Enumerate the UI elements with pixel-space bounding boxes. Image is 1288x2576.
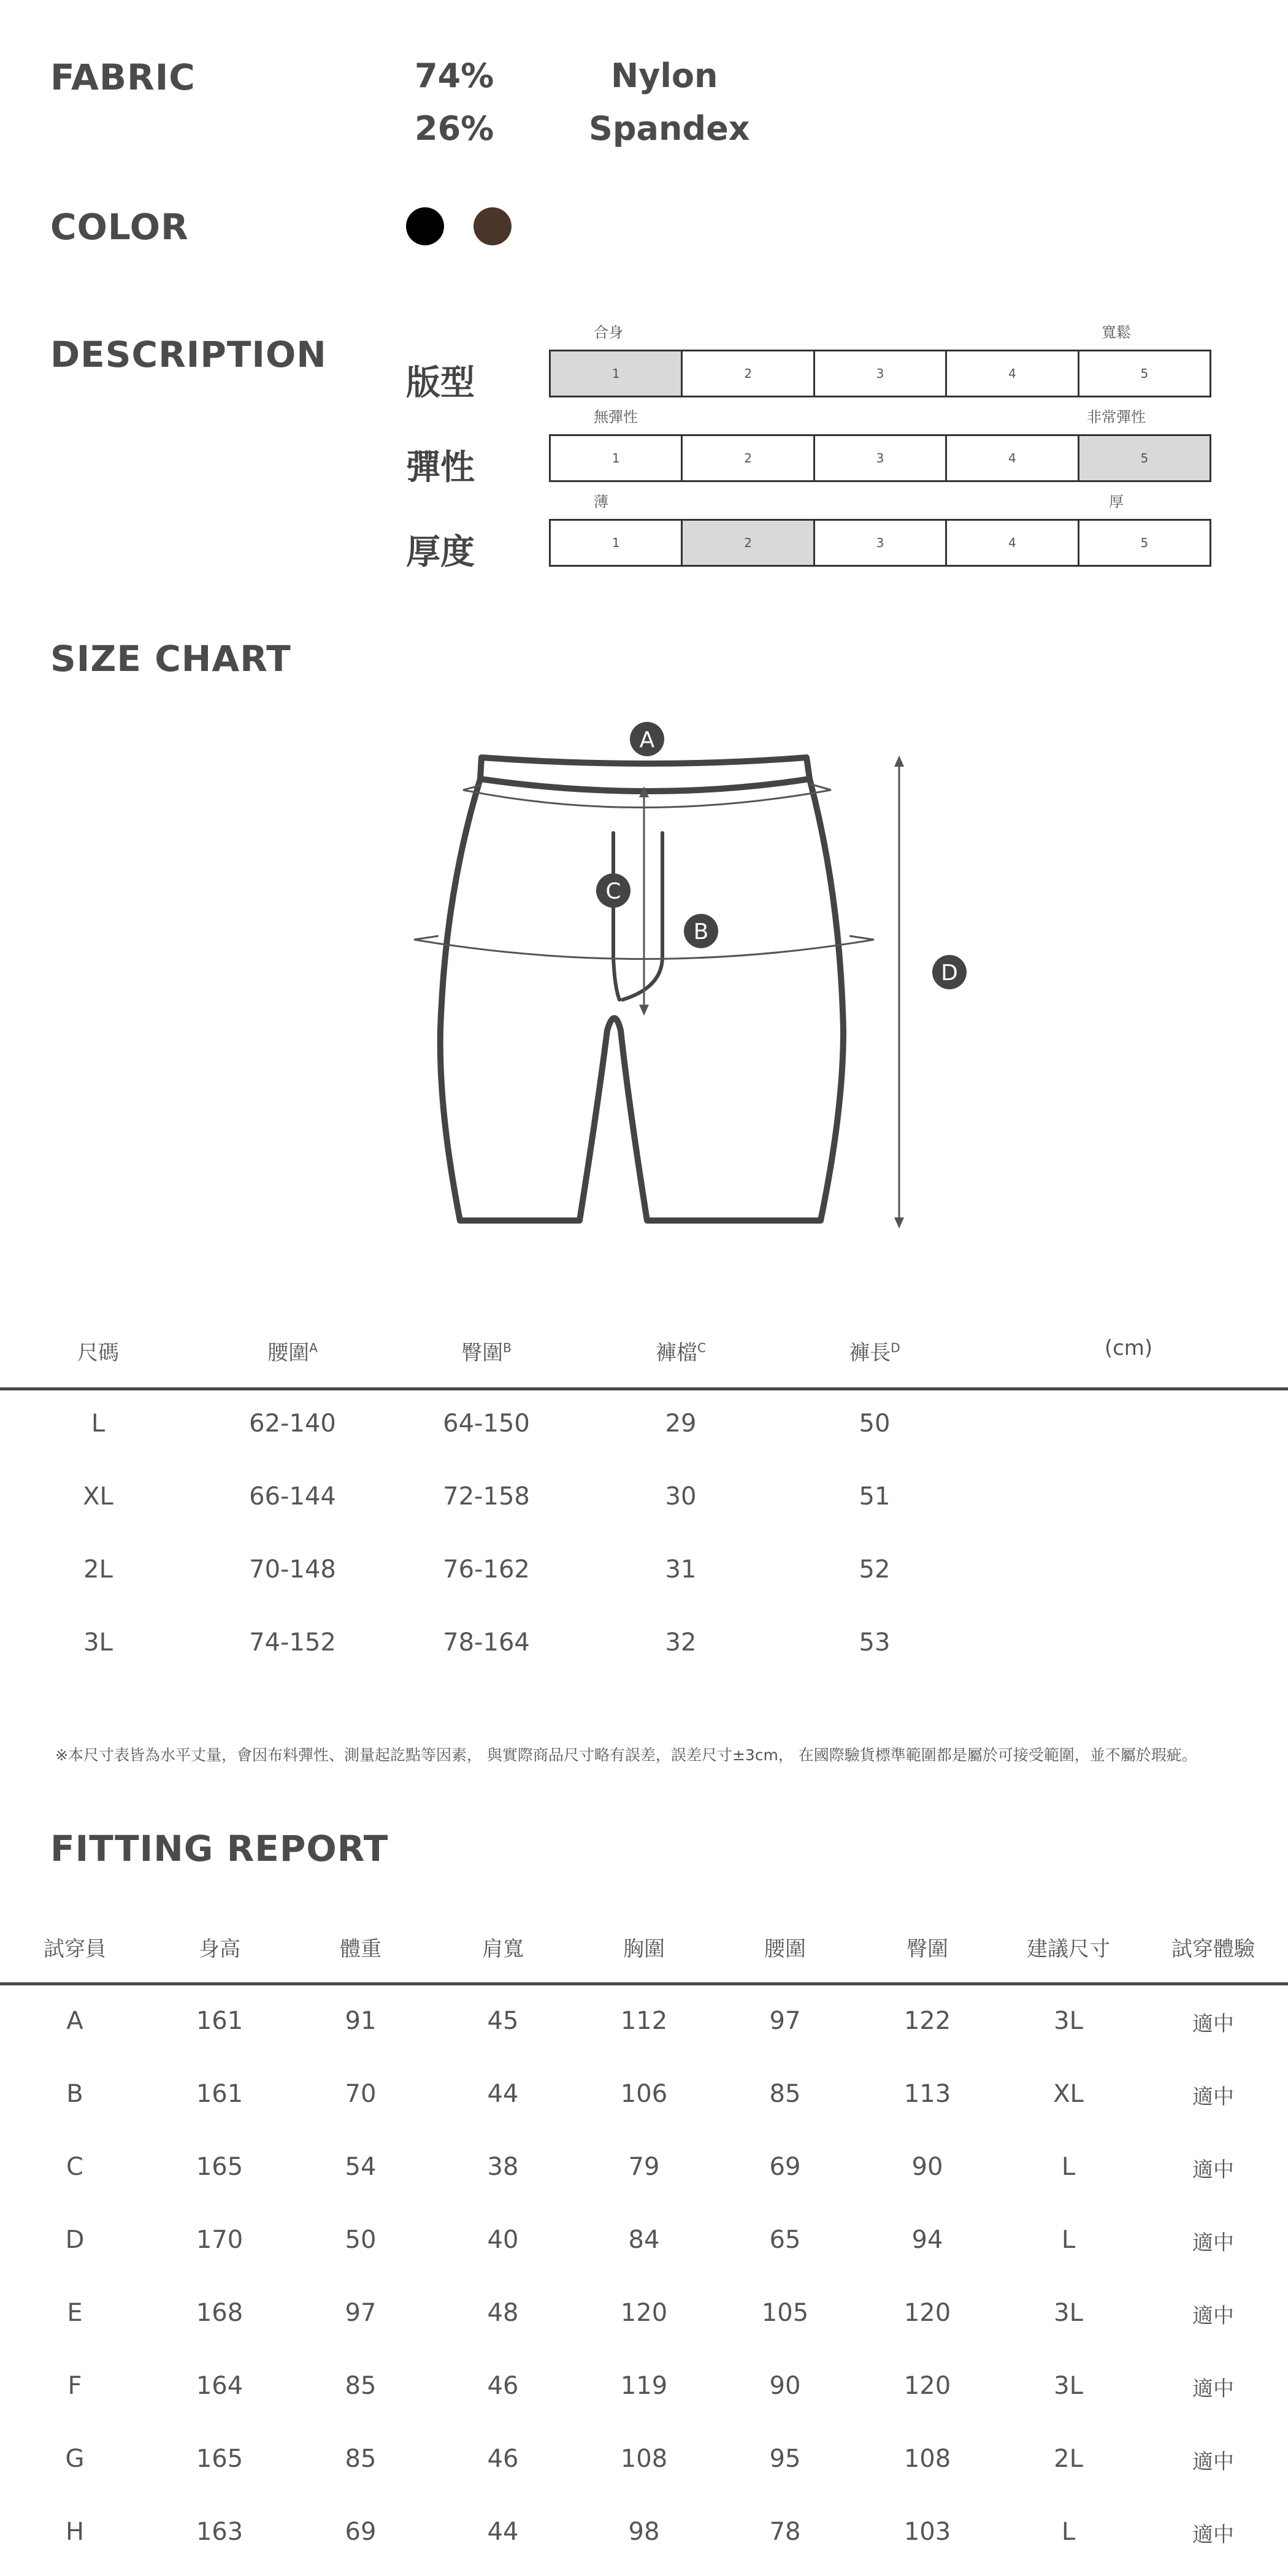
fit-cell: 90 <box>769 2372 801 2400</box>
size-header-text: 褲長 <box>849 1341 891 1365</box>
description-heading: DESCRIPTION <box>50 334 327 375</box>
fit-cell: 44 <box>487 2518 519 2546</box>
size-cell: 32 <box>665 1628 697 1657</box>
size-cell: 51 <box>859 1482 891 1511</box>
size-cell: XL <box>83 1482 113 1511</box>
size-cell: 2L <box>83 1555 113 1584</box>
fit-cell: 適中 <box>1192 2012 1234 2036</box>
fit-cell: 91 <box>345 2007 377 2035</box>
fit-cell: 適中 <box>1192 2085 1234 2109</box>
size-header-2 <box>413 1336 560 1366</box>
scale-bar-0 <box>549 350 1211 397</box>
fit-cell: 79 <box>628 2153 660 2181</box>
size-cell: 72-158 <box>443 1482 530 1511</box>
fit-cell: A <box>66 2007 83 2035</box>
fit-cell: 164 <box>196 2372 243 2400</box>
size-cell: 3L <box>83 1628 113 1657</box>
fit-cell: 170 <box>196 2226 243 2254</box>
fit-cell: 46 <box>487 2445 519 2473</box>
fit-header-1: 身高 <box>199 1937 240 1961</box>
size-cell: 30 <box>665 1482 697 1511</box>
fit-header-8: 試穿體驗 <box>1171 1937 1255 1961</box>
size-header-3 <box>607 1336 754 1366</box>
size-cell: 62-140 <box>249 1409 336 1438</box>
fit-header-7: 建議尺寸 <box>1027 1937 1110 1961</box>
fit-cell: 120 <box>903 2372 951 2400</box>
fit-cell: 50 <box>345 2226 377 2254</box>
fit-header-3: 肩寬 <box>482 1937 524 1961</box>
fit-cell: 適中 <box>1192 2158 1234 2182</box>
size-cell: 76-162 <box>443 1555 530 1584</box>
fit-cell: 97 <box>345 2299 377 2327</box>
fit-header-4: 胸圍 <box>623 1937 665 1961</box>
fit-cell: 103 <box>903 2518 951 2546</box>
scale-bar-2 <box>549 519 1211 567</box>
scale-cell: 2 <box>681 521 813 565</box>
fit-cell: 85 <box>345 2372 377 2400</box>
scale-cell: 5 <box>1078 351 1209 396</box>
fit-cell: 65 <box>769 2226 801 2254</box>
fit-cell: 46 <box>487 2372 519 2400</box>
scale-cell: 3 <box>813 351 945 396</box>
fit-cell: 3L <box>1054 2007 1083 2035</box>
fabric-pct-1: 74% <box>415 56 494 95</box>
fit-cell: 120 <box>620 2299 668 2327</box>
size-cell: 52 <box>859 1555 891 1584</box>
fit-cell: 122 <box>903 2007 951 2035</box>
size-chart-heading: SIZE CHART <box>50 638 291 680</box>
fitting-report-heading: FITTING REPORT <box>50 1828 389 1869</box>
fit-cell: 適中 <box>1192 2523 1234 2547</box>
fit-cell: F <box>67 2372 82 2400</box>
marker-b-label: B <box>693 919 709 945</box>
size-header-0 <box>25 1336 172 1366</box>
fit-cell: 161 <box>196 2080 243 2108</box>
color-swatch-black[interactable] <box>406 207 444 245</box>
scale-cell: 1 <box>551 351 681 396</box>
fit-cell: 105 <box>761 2299 809 2327</box>
fit-cell: 98 <box>628 2518 660 2546</box>
scale-cell: 4 <box>945 521 1077 565</box>
scale-label-0: 版型 <box>406 363 475 403</box>
fit-cell: 適中 <box>1192 2231 1234 2255</box>
size-cell: 66-144 <box>249 1482 336 1511</box>
fit-cell: H <box>65 2518 85 2546</box>
size-header-text: (cm) <box>1104 1336 1153 1360</box>
fit-header-2: 體重 <box>340 1937 381 1961</box>
size-header-4 <box>801 1336 948 1366</box>
fit-cell: 38 <box>487 2153 519 2181</box>
scale-cell: 3 <box>813 521 945 565</box>
size-cell: 53 <box>859 1628 891 1657</box>
fit-cell: 2L <box>1054 2445 1083 2473</box>
fit-cell: 3L <box>1054 2372 1083 2400</box>
scale-left-caption-2: 薄 <box>594 493 608 510</box>
scale-bar-1 <box>549 434 1211 482</box>
fit-table-rule <box>0 1982 1288 1985</box>
fit-cell: 165 <box>196 2153 243 2181</box>
fit-cell: 44 <box>487 2080 519 2108</box>
scale-cell: 5 <box>1078 436 1209 480</box>
size-cell: 50 <box>859 1409 891 1438</box>
size-note: ※本尺寸表皆為水平丈量，會因布料彈性、測量起訖點等因素， 與實際商品尺寸略有誤差，誤差尺寸±3cm， 在國際驗貨標準範圍都是屬於可接受範圍，並不屬於瑕疵。 <box>55 1746 1197 1764</box>
scale-right-caption-1: 非常彈性 <box>1087 408 1146 426</box>
scale-cell: 1 <box>611 451 620 466</box>
fit-cell: 84 <box>628 2226 660 2254</box>
size-header-1 <box>219 1336 366 1366</box>
size-header-5 <box>1055 1336 1202 1360</box>
scale-cell: 5 <box>1078 521 1209 565</box>
fit-cell: 113 <box>903 2080 951 2108</box>
fit-cell: 54 <box>345 2153 377 2181</box>
size-cell: L <box>91 1409 105 1438</box>
scale-cell: 1 <box>611 535 620 550</box>
fit-cell: E <box>67 2299 83 2327</box>
fit-cell: 適中 <box>1192 2377 1234 2401</box>
size-header-sup: B <box>503 1340 512 1355</box>
fit-cell: XL <box>1053 2080 1084 2108</box>
marker-d-label: D <box>941 960 958 986</box>
scale-right-caption-2: 厚 <box>1109 493 1124 510</box>
fit-cell: G <box>65 2445 85 2473</box>
scale-label-2: 厚度 <box>406 532 475 572</box>
fit-cell: C <box>66 2153 83 2181</box>
fit-header-0: 試穿員 <box>44 1937 106 1961</box>
fit-cell: 70 <box>345 2080 377 2108</box>
size-header-text: 臀圍 <box>461 1341 504 1365</box>
fabric-material-2: Spandex <box>589 109 750 148</box>
fit-cell: 94 <box>911 2226 943 2254</box>
scale-cell: 2 <box>681 351 813 396</box>
size-header-sup: C <box>697 1340 706 1355</box>
fit-cell: 45 <box>487 2007 519 2035</box>
fit-cell: L <box>1061 2153 1076 2181</box>
fit-header-6: 臀圍 <box>907 1937 948 1961</box>
scale-cell: 2 <box>681 436 813 480</box>
size-cell: 29 <box>665 1409 697 1438</box>
fit-cell: 69 <box>345 2518 377 2546</box>
fit-cell: L <box>1061 2226 1076 2254</box>
fit-cell: 161 <box>196 2007 243 2035</box>
fit-cell: 3L <box>1054 2299 1083 2327</box>
size-cell: 74-152 <box>249 1628 336 1657</box>
size-header-sup: A <box>309 1340 318 1355</box>
fit-cell: 90 <box>911 2153 943 2181</box>
fit-cell: 78 <box>769 2518 801 2546</box>
fit-cell: 165 <box>196 2445 243 2473</box>
scale-cell: 3 <box>813 436 945 480</box>
fit-header-5: 腰圍 <box>764 1937 806 1961</box>
scale-cell: 4 <box>945 436 1077 480</box>
scale-right-caption-0: 寬鬆 <box>1102 324 1131 341</box>
size-header-text: 尺碼 <box>77 1341 119 1365</box>
size-header-text: 褲檔 <box>656 1341 698 1365</box>
fit-cell: 119 <box>620 2372 668 2400</box>
fit-cell: 適中 <box>1192 2304 1234 2328</box>
fit-cell: 85 <box>345 2445 377 2473</box>
fabric-heading: FABRIC <box>50 56 196 98</box>
scale-cell: 4 <box>945 351 1077 396</box>
fit-cell: 40 <box>487 2226 519 2254</box>
color-heading: COLOR <box>50 206 189 248</box>
fit-cell: L <box>1061 2518 1076 2546</box>
fit-cell: 168 <box>196 2299 243 2327</box>
scale-label-1: 彈性 <box>406 448 475 488</box>
fit-cell: 108 <box>903 2445 951 2473</box>
scale-left-caption-0: 合身 <box>594 324 623 341</box>
size-cell: 31 <box>665 1555 697 1584</box>
size-cell: 70-148 <box>249 1555 336 1584</box>
fit-cell: D <box>65 2226 85 2254</box>
marker-a-label: A <box>639 727 655 753</box>
fit-cell: 95 <box>769 2445 801 2473</box>
color-swatch-brown[interactable] <box>473 207 512 245</box>
fit-cell: 48 <box>487 2299 519 2327</box>
size-cell: 64-150 <box>443 1409 530 1438</box>
fit-cell: 適中 <box>1192 2450 1234 2474</box>
fit-cell: 97 <box>769 2007 801 2035</box>
fit-cell: 106 <box>620 2080 668 2108</box>
fit-cell: 112 <box>620 2007 668 2035</box>
scale-left-caption-1: 無彈性 <box>594 408 638 426</box>
size-table-rule <box>0 1387 1288 1390</box>
size-cell: 78-164 <box>443 1628 530 1657</box>
size-header-text: 腰圍 <box>267 1341 310 1365</box>
fit-cell: B <box>66 2080 83 2108</box>
size-header-sup: D <box>891 1340 900 1355</box>
fabric-pct-2: 26% <box>415 109 494 148</box>
fit-cell: 108 <box>620 2445 668 2473</box>
shorts-diagram <box>393 711 981 1245</box>
fit-cell: 120 <box>903 2299 951 2327</box>
fit-cell: 69 <box>769 2153 801 2181</box>
fabric-material-1: Nylon <box>611 56 718 95</box>
fit-cell: 163 <box>196 2518 243 2546</box>
fit-cell: 85 <box>769 2080 801 2108</box>
marker-c-label: C <box>605 879 621 904</box>
